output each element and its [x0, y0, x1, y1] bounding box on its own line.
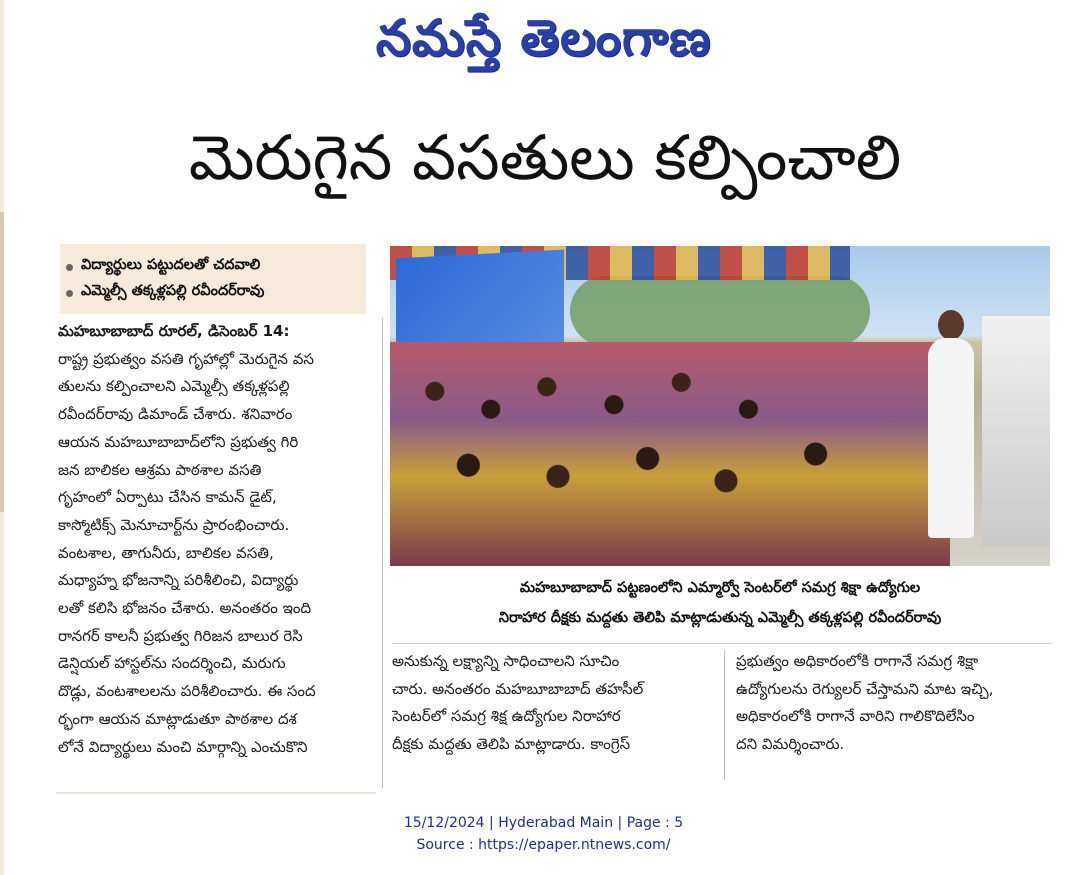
body-line: తులను కల్పించాలని ఎమ్మెల్సీ తక్కళ్లపల్లి — [58, 377, 290, 396]
article-column-1 — [58, 318, 376, 761]
standing-men-shape — [982, 316, 1050, 546]
caption-divider — [392, 643, 1052, 644]
body-line: అధికారంలోకి రాగానే వారిని గాలికొదిలేసిం — [736, 707, 975, 726]
edition-info: 15/12/2024 | Hyderabad Main | Page : 5 — [403, 815, 684, 831]
trees-shape — [570, 276, 870, 346]
newspaper-masthead-logo: నమస్తే తెలంగాణ — [375, 8, 712, 67]
column-rule — [724, 650, 725, 780]
highlight-text: ఎమ్మెల్సీ తక్కళ్లపల్లి రవీందర్‌రావు — [81, 283, 265, 299]
body-line: గృహంలో ఏర్పాటు చేసిన కామన్‌ డైట్‌, — [58, 488, 277, 507]
body-line: లోనే విద్యార్థులు మంచి మార్గాన్ని ఎంచుకొని — [58, 737, 308, 756]
caption-line: మహబూబాబాద్‌ పట్టణంలోని ఎమ్మార్వో సెంటర్‌లో సమగ్ర శిక్షా ఉద్యోగుల — [519, 580, 921, 596]
body-line: సెంటర్‌లో సమగ్ర శిక్ష ఉద్యోగుల నిరాహార — [392, 707, 621, 726]
article-column-2 — [392, 648, 708, 759]
body-line: డెన్షియల్‌ హాస్టల్‌ను సందర్శించి, మరుగు — [58, 654, 286, 673]
caption-line: నిరాహార దీక్షకు మద్దతు తెలిపి మాట్లాడుతున్న ఎమ్మెల్సీ తక్కళ్లపల్లి రవీందర్‌రావు — [498, 610, 942, 626]
photo-caption — [390, 573, 1050, 633]
dateline: మహబూబాబాద్‌ రూరల్‌, డిసెంబర్‌ 14: — [58, 322, 290, 340]
body-line: రాష్ట్ర ప్రభుత్వం వసతి గృహాల్లో మెరుగైన వస — [58, 349, 314, 368]
highlight-item — [60, 280, 366, 306]
body-line: కాస్మోటిక్స్‌ మెనూచార్ట్‌ను ప్రారంభించారు. — [58, 515, 290, 534]
body-line: జన బాలికల ఆశ్రమ పాఠశాల వసతి — [58, 460, 262, 479]
bullet-icon — [66, 290, 73, 297]
body-line: దొడ్లు, వంటశాలలను పరిశీలించారు. ఈ సంద — [58, 682, 316, 701]
body-line: ర్భంగా ఆయన మాట్లాడుతూ పాఠశాల దశ — [58, 709, 297, 728]
body-line: ప్రభుత్వం అధికారంలోకి రాగానే సమగ్ర శిక్షా — [736, 652, 979, 670]
body-line: ఉద్యోగులను రెగ్యులర్‌ చేస్తామని మాట ఇచ్చి, — [736, 679, 994, 698]
page-edge-band — [0, 212, 4, 512]
body-line: రవీందర్‌రావు డిమాండ్‌ చేశారు. శనివారం — [58, 405, 293, 424]
article-headline: మెరుగైన వసతులు కల్పించాలి — [188, 121, 902, 194]
body-line: వంటశాల, తాగునీరు, బాలికల వసతి, — [58, 543, 274, 562]
speaker-figure-shape — [928, 338, 974, 538]
article-column-3 — [736, 648, 1054, 759]
page-edge-strip — [0, 0, 4, 875]
bullet-icon — [66, 264, 73, 271]
body-line: లతో కలిసి భోజనం చేశారు. అనంతరం ఇంది — [58, 599, 312, 618]
body-line: దీక్షకు మద్దతు తెలిపి మాట్లాడారు. కాంగ్రెస్‌ — [392, 735, 631, 754]
speaker-head-shape — [938, 310, 964, 340]
highlights-box — [60, 244, 366, 314]
body-line: మధ్యాహ్న భోజనాన్ని పరిశీలించి, విద్యార్థు — [58, 571, 299, 590]
column-end-rule — [56, 792, 376, 794]
page-footer — [0, 812, 1087, 856]
body-line: రానగర్‌ కాలనీ ప్రభుత్వ గిరిజన బాలుర రెసి — [58, 626, 303, 645]
body-line: చారు. అనంతరం మహబూబాబాద్‌ తహసీల్‌ — [392, 679, 644, 698]
news-photo — [390, 246, 1050, 566]
body-line: అనుకున్న లక్ష్యాన్ని సాధించాలని సూచిం — [392, 652, 620, 670]
seated-crowd-shape — [390, 342, 950, 566]
column-rule — [382, 318, 383, 788]
body-line: దని విమర్శించారు. — [736, 735, 845, 754]
highlight-item — [60, 254, 366, 280]
source-link[interactable]: Source : https://epaper.ntnews.com/ — [416, 837, 671, 853]
highlight-text: విద్యార్థులు పట్టుదలతో చదవాలి — [81, 257, 261, 273]
body-line: ఆయన మహబూబాబాద్‌లోని ప్రభుత్వ గిరి — [58, 432, 299, 451]
